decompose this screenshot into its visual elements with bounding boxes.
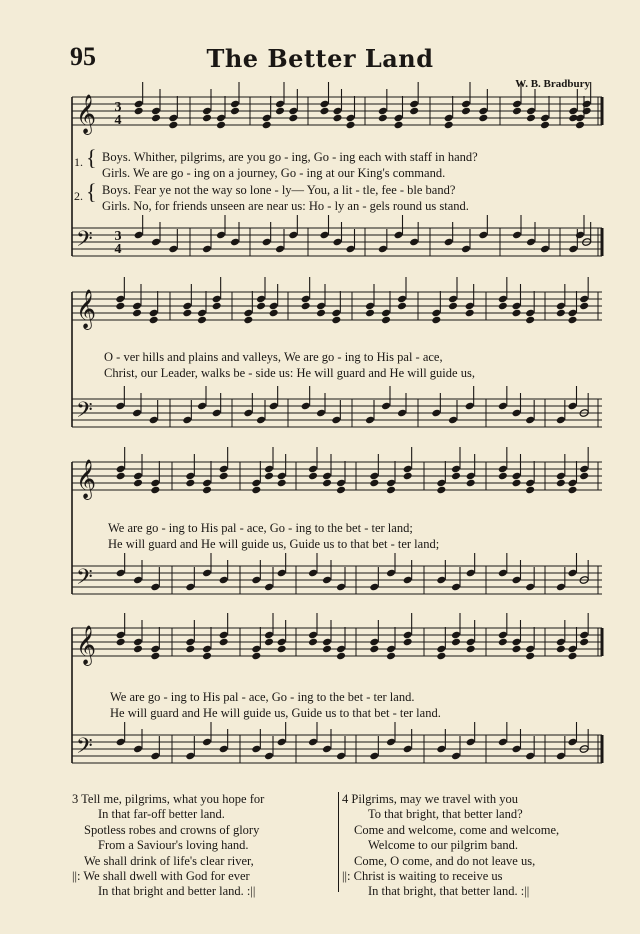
note-head [288, 114, 298, 123]
note-head [575, 121, 585, 130]
note-head [275, 107, 285, 116]
stanza-line: 4 Pilgrims, may we travel with you [342, 792, 519, 806]
bass-clef: 𝄢 [76, 565, 93, 595]
brace-verse-1: { [86, 145, 97, 170]
note-head [386, 486, 396, 495]
note-head [525, 652, 535, 661]
note-head [579, 302, 589, 311]
note-head [498, 638, 508, 647]
note-head [336, 652, 346, 661]
note-head [202, 652, 212, 661]
note-head [133, 479, 143, 488]
note-head [378, 114, 388, 123]
bass-clef: 𝄢 [76, 398, 93, 428]
time-signature-treble [112, 101, 124, 127]
note-head [251, 486, 261, 495]
lyric-line: He will guard and He will guide us, Guide us to that bet - ter land. [110, 706, 441, 720]
note-head [526, 114, 536, 123]
note-head [185, 645, 195, 654]
note-head [511, 479, 521, 488]
note-head [251, 652, 261, 661]
stanza-line: Welcome to our pilgrim band. [368, 838, 518, 853]
note-head [436, 486, 446, 495]
note-head [277, 645, 287, 654]
brace-verse-2: { [86, 179, 97, 204]
stanza-3 [72, 792, 264, 900]
note-head [116, 638, 126, 647]
note-head [150, 486, 160, 495]
note-head [308, 638, 318, 647]
stanza-line: ||: Christ is waiting to receive us [342, 869, 503, 884]
note-head [403, 472, 413, 481]
note-head [243, 316, 253, 325]
stanza-line: We shall drink of life's clear river, [84, 853, 254, 868]
note-head [322, 645, 332, 654]
note-head [466, 645, 476, 654]
note-head [579, 472, 589, 481]
note-head [393, 121, 403, 130]
stanza-line: 3 Tell me, pilgrims, what you hope for [72, 792, 265, 806]
note-head [512, 107, 522, 116]
note-head [319, 107, 329, 116]
note-head [149, 316, 159, 325]
stanza-line: In that bright and better land. :|| [98, 884, 256, 899]
time-sig-top: 3 [114, 229, 122, 244]
note-head [498, 472, 508, 481]
lyric-line: Boys. Whither, pilgrims, are you go - ing, Go - ing each with staff in hand? [102, 150, 478, 164]
stanza-4 [342, 792, 559, 900]
note-head [133, 645, 143, 654]
note-head [448, 302, 458, 311]
treble-clef: 𝄞 [76, 625, 97, 665]
note-head [134, 107, 144, 116]
treble-clef: 𝄞 [76, 289, 97, 329]
note-head [277, 479, 287, 488]
note-head [132, 309, 142, 318]
note-head [150, 652, 160, 661]
note-head [540, 121, 550, 130]
note-head [466, 479, 476, 488]
note-head [451, 472, 461, 481]
note-head [322, 479, 332, 488]
note-head [212, 302, 222, 311]
note-head [219, 638, 229, 647]
lyric-line: He will guard and He will guide us, Guide us to that bet - ter land; [108, 537, 440, 551]
note-head [498, 302, 508, 311]
note-head [381, 316, 391, 325]
note-head [336, 486, 346, 495]
note-head [216, 121, 226, 130]
note-head [197, 316, 207, 325]
lyric-line: Girls. We are go - ing on a journey, Go - ing at our King's command. [102, 166, 446, 180]
lyric-line: We are go - ing to His pal - ace, Go - ing to the bet - ter land; [108, 521, 413, 535]
note-head [168, 121, 178, 130]
note-head [511, 645, 521, 654]
note-head [436, 652, 446, 661]
treble-clef: 𝄞 [76, 94, 97, 134]
note-head [115, 302, 125, 311]
note-head [444, 121, 454, 130]
note-head [478, 114, 488, 123]
bass-clef: 𝄢 [76, 227, 93, 257]
note-head [262, 121, 272, 130]
stanza-line: To that bright, that better land? [368, 807, 523, 822]
note-head [230, 107, 240, 116]
note-head [202, 114, 212, 123]
note-head [579, 638, 589, 647]
lyric-line: Girls. No, for friends unseen are near us: Ho - ly an - gels round us stand. [102, 199, 469, 213]
time-sig-top: 3 [114, 100, 122, 115]
verse-number-1: 1. [74, 155, 83, 169]
stanza-line: Come, O come, and do not leave us, [354, 853, 536, 868]
composer-credit: W. B. Bradbury [515, 78, 590, 90]
note-head [301, 302, 311, 311]
time-signature-bass [112, 230, 124, 256]
verse-number-2: 2. [74, 189, 83, 203]
note-head [316, 309, 326, 318]
note-head [397, 302, 407, 311]
note-head [256, 302, 266, 311]
note-head [511, 309, 521, 318]
lyric-line: Christ, our Leader, walks be - side us: He will guard and He will guide us, [104, 366, 475, 380]
note-head [556, 645, 566, 654]
note-head [264, 638, 274, 647]
note-head [403, 638, 413, 647]
time-sig-bottom: 4 [114, 242, 122, 257]
note-head [465, 309, 475, 318]
note-head [409, 107, 419, 116]
note-head [431, 316, 441, 325]
note-head [386, 652, 396, 661]
note-head [345, 121, 355, 130]
note-head [264, 472, 274, 481]
note-head [451, 638, 461, 647]
note-head [369, 479, 379, 488]
stanza-line: ||: We shall dwell with God for ever [72, 869, 250, 884]
note-head [461, 107, 471, 116]
note-head [365, 309, 375, 318]
stanza-line: From a Saviour's loving hand. [98, 838, 249, 853]
note-head [567, 652, 577, 661]
hymn-title: The Better Land [206, 44, 434, 73]
note-head [331, 316, 341, 325]
note-head [151, 114, 161, 123]
note-head [556, 309, 566, 318]
note-head [182, 309, 192, 318]
note-head [567, 486, 577, 495]
note-head [525, 316, 535, 325]
time-sig-bottom: 4 [114, 113, 122, 128]
note-head [567, 316, 577, 325]
bass-clef: 𝄢 [76, 734, 93, 764]
treble-clef: 𝄞 [76, 459, 97, 499]
note-head [582, 107, 592, 116]
note-head [269, 309, 279, 318]
note-head [185, 479, 195, 488]
note-head [556, 479, 566, 488]
note-head [202, 486, 212, 495]
lyric-line: O - ver hills and plains and valleys, We are go - ing to His pal - ace, [104, 350, 443, 364]
lyric-line: We are go - ing to His pal - ace, Go - ing to the bet - ter land. [110, 690, 415, 704]
note-head [525, 486, 535, 495]
note-head [369, 645, 379, 654]
note-head [219, 472, 229, 481]
stanza-line: In that far-off better land. [98, 807, 225, 822]
stanza-line: Come and welcome, come and welcome, [354, 822, 560, 837]
note-head [332, 114, 342, 123]
stanza-line: In that bright, that better land. :|| [368, 884, 530, 899]
stanza-divider [338, 792, 339, 892]
stanza-line: Spotless robes and crowns of glory [84, 822, 260, 837]
lyric-line: Boys. Fear ye not the way so lone - ly— You, a lit - tle, fee - ble band? [102, 183, 456, 197]
note-head [116, 472, 126, 481]
hymn-number: 95 [70, 42, 96, 71]
note-head [308, 472, 318, 481]
